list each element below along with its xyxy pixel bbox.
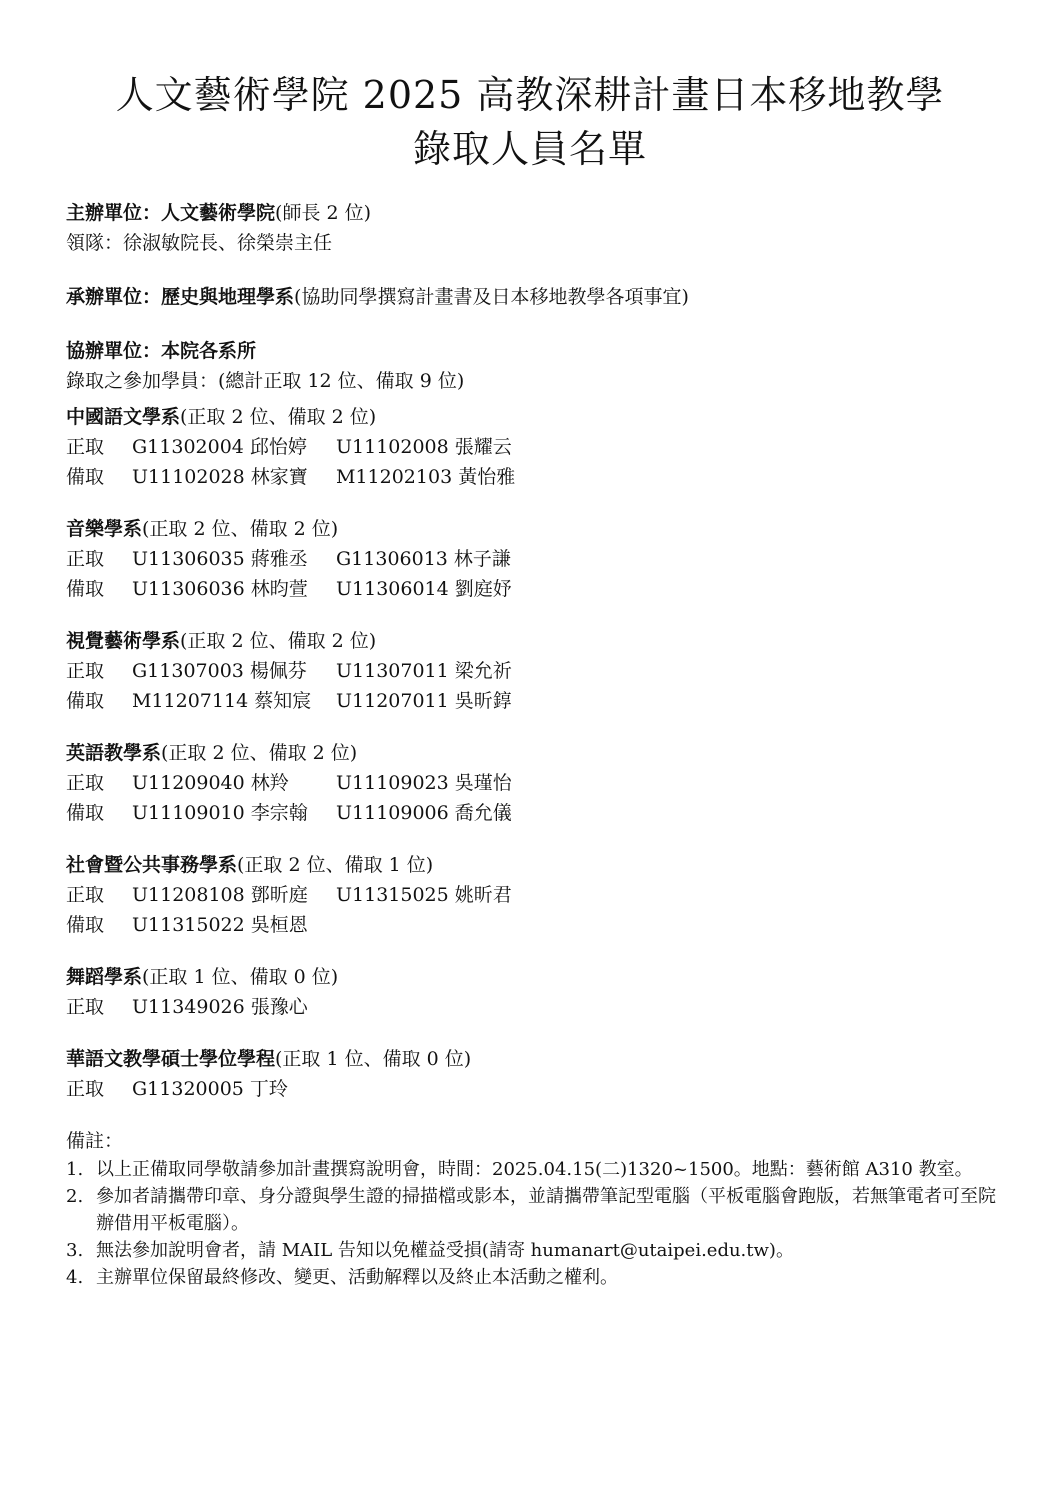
student-entry: M11207114 蔡知宸 [132, 690, 312, 712]
assistant-label: 協辦單位： [66, 340, 162, 362]
student-entry: U11207011 吳昕錞 [336, 690, 512, 712]
admission-row [66, 1074, 996, 1104]
admission-kind: 備取 [66, 802, 105, 824]
department-quota: (正取 2 位、備取 2 位) [180, 630, 377, 652]
co-organizer-label: 承辦單位： [66, 286, 162, 308]
student-entry: U11109010 李宗翰 [132, 802, 308, 824]
document-body [66, 198, 996, 1291]
department-name: 華語文教學碩士學位學程 [66, 1048, 276, 1070]
department-quota: (正取 1 位、備取 0 位) [275, 1048, 472, 1070]
student-entry: U11315022 吳桓恩 [132, 914, 308, 936]
student-entry: U11209040 林羚 [132, 772, 289, 794]
co-organizer-name: 歷史與地理學系 [161, 286, 295, 308]
student-entry: U11102028 林家寶 [132, 466, 308, 488]
student-entry: G11302004 邱怡婷 [132, 436, 307, 458]
student-entry: U11306035 蔣雅丞 [132, 548, 308, 570]
department-name: 視覺藝術學系 [66, 630, 181, 652]
admission-kind: 備取 [66, 690, 105, 712]
admission-row [66, 432, 996, 462]
admission-row [66, 880, 996, 910]
department-quota: (正取 2 位、備取 2 位) [161, 742, 358, 764]
department-name: 英語教學系 [66, 742, 162, 764]
student-entry: M11202103 黃怡雅 [336, 466, 516, 488]
department-heading [66, 514, 996, 544]
note-number: 4. [66, 1267, 84, 1288]
title-line-2: 錄取人員名單 [412, 127, 647, 171]
department-quota: (正取 1 位、備取 0 位) [142, 966, 339, 988]
department-heading [66, 850, 996, 880]
admission-row [66, 574, 996, 604]
department-section [66, 626, 996, 716]
department-name: 舞蹈學系 [66, 966, 143, 988]
document-title [0, 68, 1060, 176]
student-entry: G11320005 丁玲 [132, 1078, 288, 1100]
admission-kind: 正取 [66, 660, 105, 682]
organizer-label: 主辦單位： [66, 202, 162, 224]
note-item [66, 1183, 996, 1237]
student-entry: G11306013 林子謙 [336, 548, 511, 570]
department-name: 社會暨公共事務學系 [66, 854, 238, 876]
note-number: 1. [66, 1159, 84, 1180]
admission-kind: 正取 [66, 548, 105, 570]
department-quota: (正取 2 位、備取 2 位) [180, 406, 377, 428]
notes-section [66, 1126, 996, 1291]
organizer-name: 人文藝術學院 [161, 202, 276, 224]
student-entry: U11109023 吳瑾怡 [336, 772, 512, 794]
leaders-line: 領隊：徐淑敏院長、徐榮崇主任 [66, 232, 333, 254]
admission-row [66, 656, 996, 686]
admission-kind: 正取 [66, 1078, 105, 1100]
note-item [66, 1264, 996, 1291]
admission-kind: 備取 [66, 914, 105, 936]
admission-kind: 正取 [66, 436, 105, 458]
department-section [66, 962, 996, 1022]
department-heading [66, 402, 996, 432]
admission-row [66, 544, 996, 574]
admission-kind: 正取 [66, 996, 105, 1018]
note-text: 無法參加說明會者，請 MAIL 告知以免權益受損(請寄 humanart@utaipei.edu.tw)。 [96, 1240, 794, 1261]
co-organizer-line [66, 282, 996, 312]
note-number: 2. [66, 1186, 84, 1207]
department-name: 中國語文學系 [66, 406, 181, 428]
note-text: 參加者請攜帶印章、身分證與學生證的掃描檔或影本，並請攜帶筆記型電腦（平板電腦會跑版，若無筆電者可至院辦借用平板電腦）。 [96, 1186, 996, 1234]
admission-kind: 備取 [66, 466, 105, 488]
student-entry: U11102008 張耀云 [336, 436, 512, 458]
department-section [66, 514, 996, 604]
department-heading [66, 962, 996, 992]
department-quota: (正取 2 位、備取 1 位) [237, 854, 434, 876]
organizer-line [66, 198, 996, 228]
department-heading [66, 1044, 996, 1074]
admission-row [66, 910, 996, 940]
admission-row [66, 686, 996, 716]
student-entry: U11208108 鄧昕庭 [132, 884, 308, 906]
department-heading [66, 738, 996, 768]
note-number: 3. [66, 1240, 84, 1261]
student-entry: U11306036 林昀萱 [132, 578, 308, 600]
admission-kind: 正取 [66, 772, 105, 794]
participant-summary: 錄取之參加學員：(總計正取 12 位、備取 9 位) [66, 370, 465, 392]
student-entry: U11306014 劉庭妤 [336, 578, 512, 600]
department-section [66, 402, 996, 492]
admission-row [66, 768, 996, 798]
title-line-1: 人文藝術學院 2025 高教深耕計畫日本移地教學 [115, 73, 945, 117]
notes-heading: 備註： [66, 1130, 124, 1152]
note-text: 以上正備取同學敬請參加計畫撰寫說明會，時間：2025.04.15(二)1320~1500。地點：藝術館 A310 教室。 [96, 1159, 973, 1180]
admission-row [66, 798, 996, 828]
student-entry: U11307011 梁允祈 [336, 660, 512, 682]
student-entry: U11349026 張豫心 [132, 996, 308, 1018]
note-item [66, 1156, 996, 1183]
student-entry: U11315025 姚昕君 [336, 884, 512, 906]
note-text: 主辦單位保留最終修改、變更、活動解釋以及終止本活動之權利。 [96, 1267, 618, 1288]
department-heading [66, 626, 996, 656]
student-entry: U11109006 喬允儀 [336, 802, 512, 824]
co-organizer-note: (協助同學撰寫計畫書及日本移地教學各項事宜) [294, 286, 689, 308]
student-entry: G11307003 楊佩芬 [132, 660, 307, 682]
organizer-note: (師長 2 位) [275, 202, 372, 224]
admission-row [66, 462, 996, 492]
admission-row [66, 992, 996, 1022]
department-section [66, 850, 996, 940]
assistant-name: 本院各系所 [161, 340, 257, 362]
department-section [66, 738, 996, 828]
admission-kind: 備取 [66, 578, 105, 600]
note-item [66, 1237, 996, 1264]
assistant-line [66, 336, 996, 366]
department-name: 音樂學系 [66, 518, 143, 540]
admission-kind: 正取 [66, 884, 105, 906]
department-section [66, 1044, 996, 1104]
department-quota: (正取 2 位、備取 2 位) [142, 518, 339, 540]
